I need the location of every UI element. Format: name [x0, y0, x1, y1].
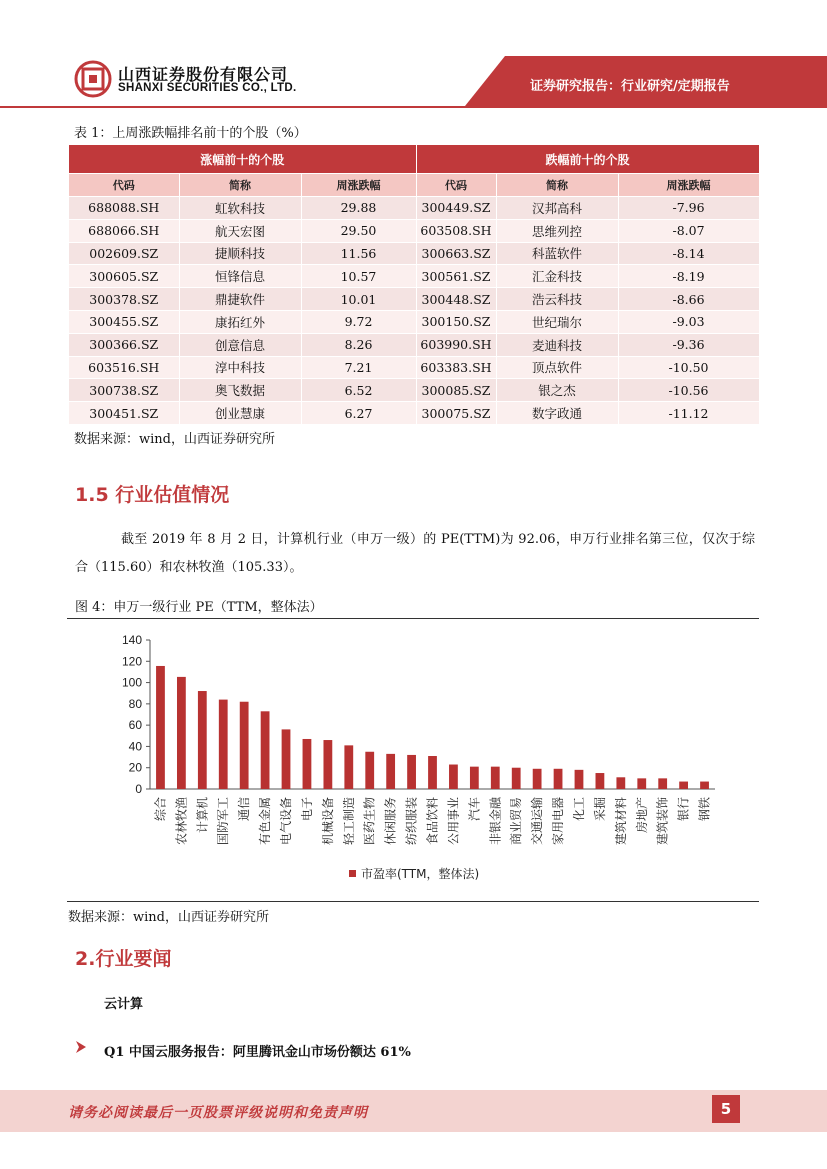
- arrow-bullet-icon: [76, 1041, 86, 1053]
- x-category-label: 食品饮料: [425, 797, 440, 846]
- table-row: [69, 242, 759, 265]
- column-header: 周涨跌幅: [301, 174, 416, 197]
- bar: [596, 773, 605, 789]
- table-cell: 淳中科技: [179, 356, 301, 379]
- bar: [282, 729, 291, 789]
- table-cell: 603516.SH: [69, 356, 179, 379]
- top-movers-table: [69, 145, 760, 425]
- table-cell: 9.72: [301, 310, 416, 333]
- x-category-label: 交通运输: [530, 797, 545, 846]
- x-category-label: 休闲服务: [383, 797, 398, 846]
- bar: [700, 782, 709, 789]
- x-category-label: 电气设备: [279, 797, 294, 846]
- table-cell: 捷顺科技: [179, 242, 301, 265]
- table-row: [69, 288, 759, 311]
- bar: [679, 782, 688, 789]
- x-category-label: 综合: [153, 797, 168, 822]
- body-paragraph: 截至 2019 年 8 月 2 日，计算机行业（申万一级）的 PE(TTM)为 92.06，申万行业排名第三位，仅次于综合（115.60）和农林牧渔（105.33）。: [75, 532, 755, 575]
- table-cell: 6.27: [301, 402, 416, 425]
- table-cell: 奥飞数据: [179, 379, 301, 402]
- company-name-en: SHANXI SECURITIES CO., LTD.: [118, 82, 297, 94]
- table-cell: 300448.SZ: [416, 288, 496, 311]
- bar: [470, 767, 479, 789]
- company-name-cn: 山西证券股份有限公司: [118, 65, 289, 84]
- bar: [219, 700, 228, 789]
- x-category-label: 农林牧渔: [174, 797, 189, 846]
- table-cell: 11.56: [301, 242, 416, 265]
- table-cell: 29.50: [301, 219, 416, 242]
- table-caption: 表 1：上周涨跌幅排名前十的个股（%）: [74, 126, 307, 141]
- table-cell: -9.03: [618, 310, 759, 333]
- table-cell: 300085.SZ: [416, 379, 496, 402]
- table-cell: 创业慧康: [179, 402, 301, 425]
- table-cell: 300075.SZ: [416, 402, 496, 425]
- table-cell: 300150.SZ: [416, 310, 496, 333]
- section-heading-news: 2.行业要闻: [75, 948, 172, 970]
- x-category-label: 电子: [299, 797, 314, 822]
- news-headline: Q1 中国云服务报告：阿里腾讯金山市场份额达 61%: [104, 1045, 411, 1060]
- table-cell: 603990.SH: [416, 333, 496, 356]
- bar: [449, 765, 458, 789]
- table-row: [69, 310, 759, 333]
- table-cell: -10.56: [618, 379, 759, 402]
- table-cell: -8.07: [618, 219, 759, 242]
- table-cell: 浩云科技: [496, 288, 618, 311]
- table-cell: 顶点软件: [496, 356, 618, 379]
- losers-header: 跌幅前十的个股: [416, 145, 759, 174]
- table-cell: 10.57: [301, 265, 416, 288]
- bar: [512, 768, 521, 789]
- x-category-label: 有色金属: [258, 797, 273, 846]
- column-header: 代码: [416, 174, 496, 197]
- table-cell: 数字政通: [496, 402, 618, 425]
- table-cell: 6.52: [301, 379, 416, 402]
- table-cell: 603508.SH: [416, 219, 496, 242]
- table-cell: 虹软科技: [179, 197, 301, 220]
- table-cell: 恒锋信息: [179, 265, 301, 288]
- bar: [616, 777, 625, 789]
- table-cell: 思维列控: [496, 219, 618, 242]
- legend-label: 市盈率(TTM，整体法): [361, 867, 480, 881]
- bar: [261, 711, 270, 789]
- x-category-label: 通信: [237, 797, 252, 822]
- bar: [344, 745, 353, 789]
- x-category-label: 银行: [676, 797, 691, 822]
- table-cell: -7.96: [618, 197, 759, 220]
- x-category-label: 计算机: [195, 797, 210, 834]
- bar: [198, 691, 207, 789]
- table-cell: -8.14: [618, 242, 759, 265]
- x-category-label: 非银金融: [488, 797, 503, 846]
- y-tick-label: 80: [128, 696, 142, 711]
- x-category-label: 化工: [571, 797, 586, 822]
- bar: [533, 769, 542, 789]
- gainers-header: 涨幅前十的个股: [69, 145, 416, 174]
- bar: [323, 740, 332, 789]
- table-cell: 麦迪科技: [496, 333, 618, 356]
- footer-disclaimer: 请务必阅读最后一页股票评级说明和免责声明: [68, 1105, 368, 1121]
- x-category-label: 国防军工: [216, 797, 231, 846]
- table-cell: 世纪瑞尔: [496, 310, 618, 333]
- table-source-note: 数据来源：wind，山西证券研究所: [74, 432, 275, 447]
- bar: [658, 778, 667, 789]
- table-cell: 鼎捷软件: [179, 288, 301, 311]
- bar: [491, 767, 500, 789]
- table-row: [69, 402, 759, 425]
- table-cell: 300605.SZ: [69, 265, 179, 288]
- figure-source-note: 数据来源：wind，山西证券研究所: [68, 910, 269, 925]
- table-cell: 创意信息: [179, 333, 301, 356]
- table-row: [69, 219, 759, 242]
- x-category-label: 房地产: [634, 797, 649, 834]
- table-cell: 7.21: [301, 356, 416, 379]
- table-cell: 688088.SH: [69, 197, 179, 220]
- table-row: [69, 197, 759, 220]
- x-category-label: 轻工制造: [341, 797, 356, 846]
- table-cell: 300378.SZ: [69, 288, 179, 311]
- table-cell: 航天宏图: [179, 219, 301, 242]
- bar: [303, 739, 312, 789]
- x-category-label: 医药生物: [362, 797, 377, 846]
- y-tick-label: 20: [128, 760, 142, 775]
- table-cell: 8.26: [301, 333, 416, 356]
- table-cell: -10.50: [618, 356, 759, 379]
- x-category-label: 公用事业: [446, 797, 461, 846]
- table-cell: 300561.SZ: [416, 265, 496, 288]
- report-type-label: 证券研究报告：行业研究/定期报告: [530, 79, 730, 94]
- table-cell: 300449.SZ: [416, 197, 496, 220]
- table-cell: 688066.SH: [69, 219, 179, 242]
- column-header: 简称: [496, 174, 618, 197]
- pe-bar-chart: [67, 619, 759, 901]
- bar: [407, 755, 416, 789]
- table-cell: 银之杰: [496, 379, 618, 402]
- y-tick-label: 120: [121, 654, 142, 669]
- table-cell: 603383.SH: [416, 356, 496, 379]
- bar: [386, 754, 395, 789]
- table-cell: -8.19: [618, 265, 759, 288]
- table-row: [69, 379, 759, 402]
- table-row: [69, 265, 759, 288]
- table-cell: -11.12: [618, 402, 759, 425]
- x-category-label: 商业贸易: [509, 797, 524, 846]
- bar: [637, 778, 646, 789]
- bar: [554, 769, 563, 789]
- x-category-label: 钢铁: [697, 797, 712, 822]
- figure-bottom-rule: [67, 901, 759, 902]
- company-logo-icon: [74, 60, 112, 98]
- table-cell: 300738.SZ: [69, 379, 179, 402]
- bar: [177, 677, 186, 789]
- table-cell: 康拓红外: [179, 310, 301, 333]
- table-row: [69, 356, 759, 379]
- x-category-label: 家用电器: [551, 797, 566, 846]
- page-number: 5: [712, 1095, 740, 1123]
- table-cell: -9.36: [618, 333, 759, 356]
- table-cell: 29.88: [301, 197, 416, 220]
- column-header: 代码: [69, 174, 179, 197]
- x-category-label: 采掘: [592, 797, 607, 822]
- bar: [365, 752, 374, 789]
- y-tick-label: 40: [128, 739, 142, 754]
- table-cell: 汇金科技: [496, 265, 618, 288]
- table-cell: 002609.SZ: [69, 242, 179, 265]
- bar: [240, 702, 249, 789]
- y-tick-label: 140: [121, 633, 142, 647]
- column-header: 周涨跌幅: [618, 174, 759, 197]
- x-category-label: 建筑装饰: [655, 797, 670, 846]
- section-heading-valuation: 1.5 行业估值情况: [75, 484, 230, 506]
- table-row: [69, 333, 759, 356]
- x-category-label: 汽车: [467, 797, 482, 822]
- table-cell: 汉邦高科: [496, 197, 618, 220]
- subheading-cloud: 云计算: [104, 997, 144, 1012]
- y-tick-label: 100: [121, 675, 142, 690]
- table-cell: 300455.SZ: [69, 310, 179, 333]
- x-category-label: 机械设备: [320, 797, 335, 846]
- x-category-label: 建筑材料: [613, 797, 628, 846]
- bar: [428, 756, 437, 789]
- bar: [156, 666, 165, 789]
- table-cell: 10.01: [301, 288, 416, 311]
- y-tick-label: 60: [128, 718, 142, 733]
- table-cell: 300451.SZ: [69, 402, 179, 425]
- column-header: 简称: [179, 174, 301, 197]
- figure-caption: 图 4：申万一级行业 PE（TTM，整体法）: [75, 600, 323, 615]
- table-cell: 300663.SZ: [416, 242, 496, 265]
- table-cell: 300366.SZ: [69, 333, 179, 356]
- legend-swatch: [349, 870, 356, 877]
- bar: [575, 770, 584, 789]
- table-cell: -8.66: [618, 288, 759, 311]
- y-tick-label: 0: [135, 782, 142, 796]
- table-cell: 科蓝软件: [496, 242, 618, 265]
- x-category-label: 纺织服装: [404, 797, 419, 846]
